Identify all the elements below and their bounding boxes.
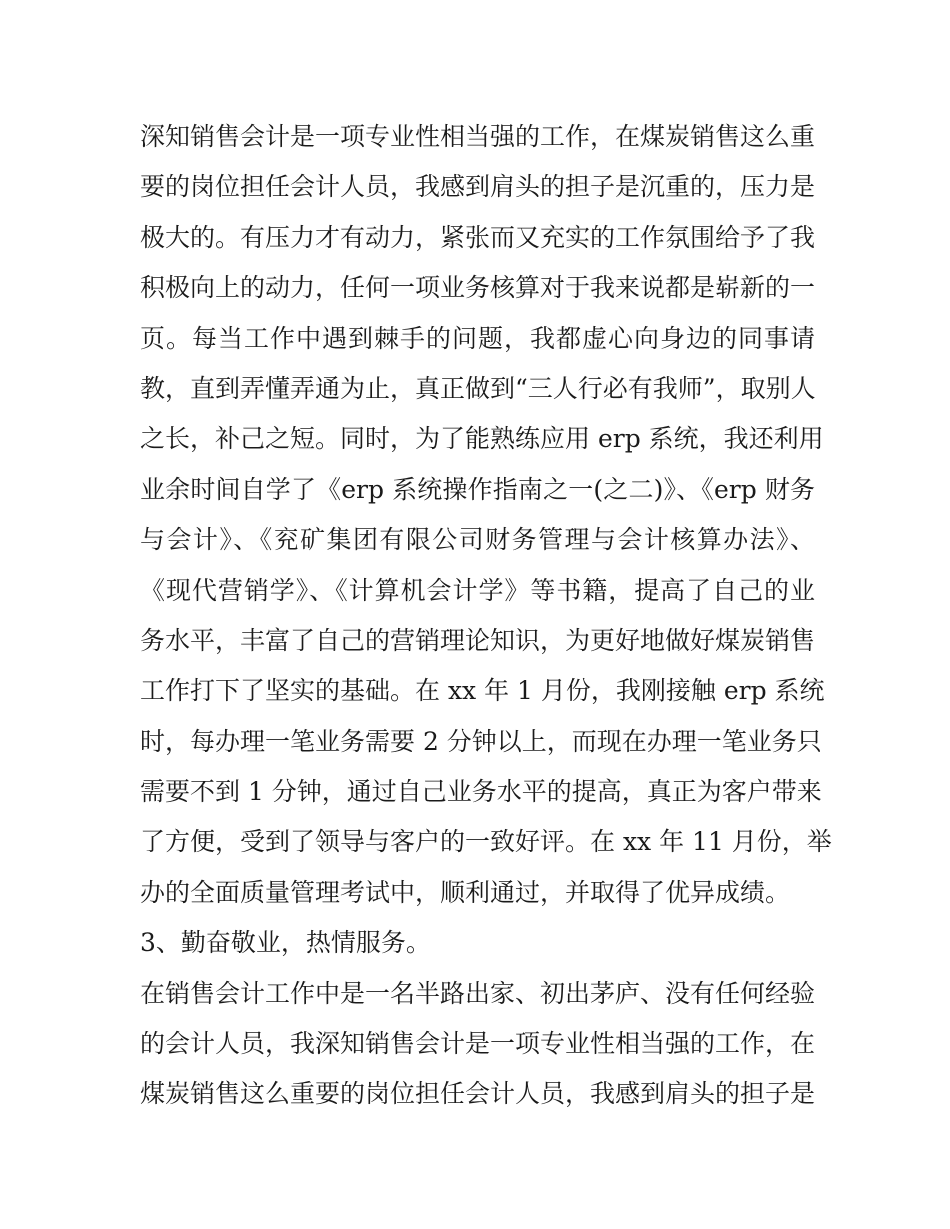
text-line: 页。每当工作中遇到棘手的问题，我都虚心向身边的同事请 [140, 323, 815, 353]
text-line: 办的全面质量管理考试中，顺利通过，并取得了优异成绩。 [140, 877, 791, 907]
text-line: 工作打下了坚实的基础。在 xx 年 1 月份，我刚接触 erp 系统 [140, 676, 825, 706]
text-line: 极大的。有压力才有动力，紧张而又充实的工作氛围给予了我 [140, 222, 816, 252]
text-line: 需要不到 1 分钟，通过自己业务水平的提高，真正为客户带来 [140, 777, 822, 807]
body-text [140, 112, 832, 1120]
text-line: 积极向上的动力，任何一项业务核算对于我来说都是崭新的一 [140, 273, 816, 303]
text-line: 时，每办理一笔业务需要 2 分钟以上，而现在办理一笔业务只 [140, 726, 822, 756]
text-line: 的会计人员，我深知销售会计是一项专业性相当强的工作，在 [140, 1029, 816, 1059]
text-line: 了方便，受到了领导与客户的一致好评。在 xx 年 11 月份，举 [140, 827, 832, 857]
text-line: 煤炭销售这么重要的岗位担任会计人员，我感到肩头的担子是 [140, 1079, 816, 1109]
text-line: 深知销售会计是一项专业性相当强的工作，在煤炭销售这么重 [140, 122, 816, 151]
text-line: 务水平，丰富了自己的营销理论知识，为更好地做好煤炭销售 [140, 625, 816, 655]
section-heading: 3、勤奋敬业，热情服务。 [140, 928, 431, 958]
text-line: 业余时间自学了《erp 系统操作指南之一(之二)》、《erp 财务 [140, 474, 815, 504]
text-line: 与会计》、《兖矿集团有限公司财务管理与会计核算办法》、 [140, 525, 815, 555]
text-line: 要的岗位担任会计人员，我感到肩头的担子是沉重的，压力是 [140, 172, 816, 202]
text-line: 《现代营销学》、《计算机会计学》等书籍，提高了自己的业 [140, 575, 815, 605]
text-line: 教，直到弄懂弄通为止，真正做到“三人行必有我师”，取别人 [140, 373, 816, 403]
text-line: 之长，补己之短。同时，为了能熟练应用 erp 系统，我还利用 [140, 424, 824, 454]
text-line: 在销售会计工作中是一名半路出家、初出茅庐、没有任何经验 [140, 978, 816, 1008]
